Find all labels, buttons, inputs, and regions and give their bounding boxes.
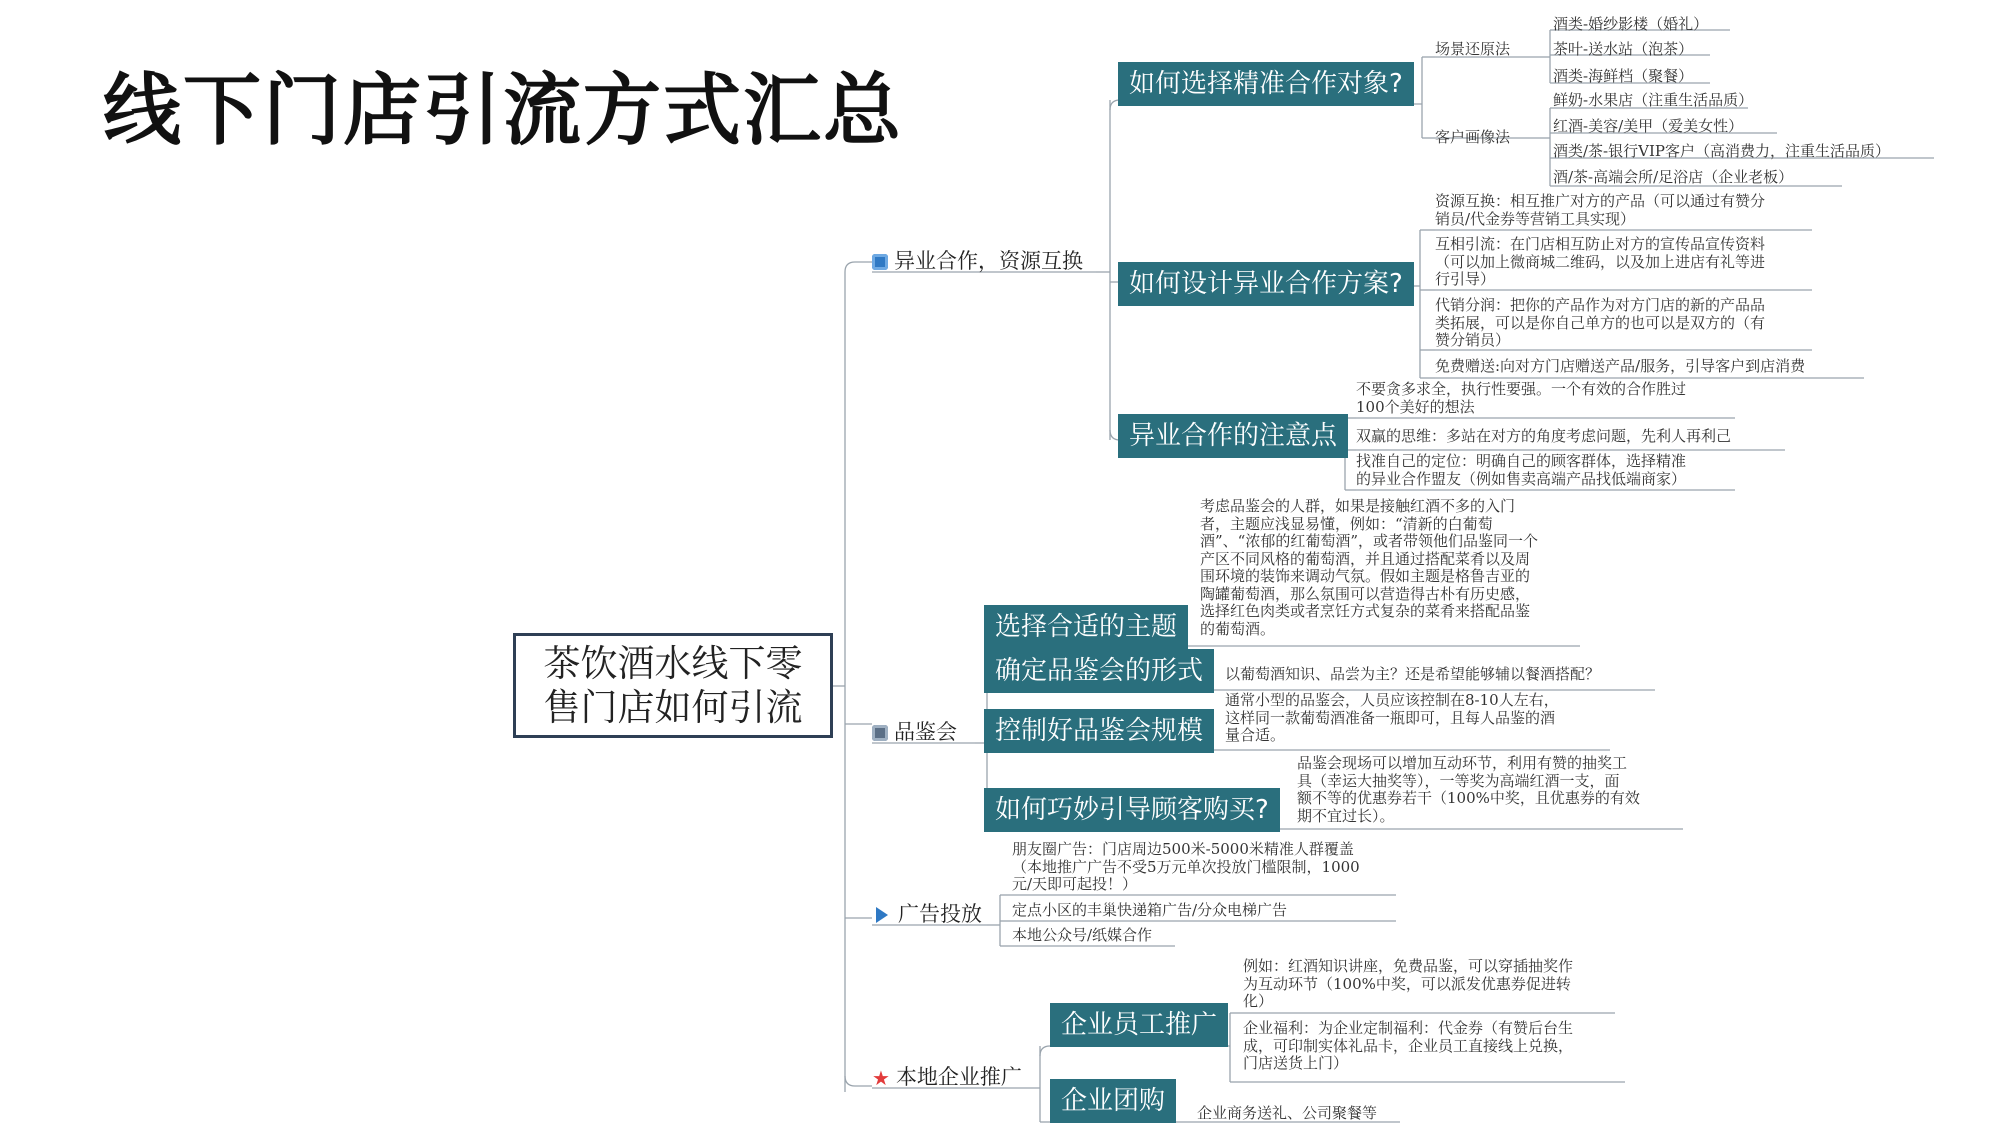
branch-pinjian <box>872 716 957 746</box>
scene-item-2: 茶叶-送水站（泡茶） <box>1553 40 1694 58</box>
text-line: 额不等的优惠券若干（100%中奖，且优惠券的有效 <box>1297 789 1640 807</box>
text-line: （可以加上微商城二维码，以及加上进店有礼等进 <box>1435 252 1766 271</box>
text-line: 围环境的装饰来调动气氛。假如主题是格鲁吉亚的 <box>1200 567 1531 585</box>
branch-yiye-label: 异业合作，资源互换 <box>894 249 1083 273</box>
topic-cooperation-notes: 异业合作的注意点 <box>1118 414 1348 458</box>
text-line: 的异业合作盟友（例如售卖高端产品找低端商家） <box>1356 469 1687 488</box>
text-line: 免费赠送:向对方门店赠送产品/服务，引导客户到店消费 <box>1435 357 1806 375</box>
text-line: 品鉴会现场可以增加互动环节，利用有赞的抽奖工 <box>1297 754 1628 772</box>
method-customer-persona: 客户画像法 <box>1435 128 1511 146</box>
text-line: 例如：红酒知识讲座，免费品鉴，可以穿插抽奖作 <box>1243 957 1574 975</box>
branch-guanggao-label: 广告投放 <box>898 902 982 926</box>
branch-yiye <box>872 245 1083 275</box>
text-line: 期不宜过长）。 <box>1297 806 1395 825</box>
scene-item-3: 酒类-海鲜档（聚餐） <box>1553 67 1694 85</box>
text-line: 选择红色肉类或者烹饪方式复杂的菜肴来搭配品鉴 <box>1200 602 1531 620</box>
branch-qiye-label: 本地企业推广 <box>895 1065 1022 1089</box>
text-line: 量合适。 <box>1225 726 1286 744</box>
text-line: 销员/代金券等营销工具实现） <box>1435 209 1636 228</box>
plan-item-consignment <box>1435 297 1765 350</box>
page-title: 线下门店引流方式汇总 <box>103 66 904 156</box>
text-line: 为互动环节（100%中奖，可以派发优惠券促进转 <box>1243 974 1571 993</box>
text-line: 通常小型的品鉴会，人员应该控制在8-10人左右， <box>1225 691 1559 709</box>
topic-group-purchase: 企业团购 <box>1050 1079 1176 1123</box>
flag-icon <box>876 907 888 923</box>
persona-item-1: 鲜奶-水果店（注重生活品质） <box>1553 91 1754 109</box>
text-line: 赞分销员） <box>1435 331 1511 349</box>
text-line: 的葡萄酒。 <box>1200 619 1276 638</box>
text-line: 以葡萄酒知识、品尝为主？还是希望能够辅以餐酒搭配？ <box>1225 665 1601 683</box>
central-topic <box>513 633 833 738</box>
text-line: 定点小区的丰巢快递箱广告/分众电梯广告 <box>1012 901 1288 919</box>
note-item-positioning <box>1356 453 1686 488</box>
employee-item-lecture <box>1243 958 1573 1011</box>
text-line: 互相引流：在门店相互防止对方的宣传品宣传资料 <box>1435 235 1766 253</box>
plan-item-mutual-traffic <box>1435 236 1765 289</box>
topic-select-partner: 如何选择精准合作对象? <box>1118 62 1414 106</box>
text-line: 行引导） <box>1435 270 1496 288</box>
text-line: 本地公众号/纸媒合作 <box>1012 926 1153 944</box>
gray-badge-icon <box>872 725 888 741</box>
text-line: 这样同一款葡萄酒准备一瓶即可，且每人品鉴的酒 <box>1225 708 1556 727</box>
scale-description <box>1225 692 1559 745</box>
group-purchase-description: 企业商务送礼、公司聚餐等 <box>1197 1104 1378 1122</box>
text-line: 门店送货上门） <box>1243 1054 1349 1072</box>
text-line: 找准自己的定位：明确自己的顾客群体，选择精准 <box>1356 452 1687 470</box>
text-line: 企业福利：为企业定制福利：代金券（有赞后台生 <box>1243 1019 1574 1037</box>
note-item-execution <box>1356 381 1686 416</box>
text-line: 不要贪多求全，执行性要强。一个有效的合作胜过 <box>1356 380 1687 398</box>
blue-badge-icon <box>872 254 888 270</box>
scene-item-1: 酒类-婚纱影楼（婚礼） <box>1553 15 1709 33</box>
ad-item-local-media <box>1012 927 1152 945</box>
topic-choose-theme: 选择合适的主题 <box>984 605 1188 649</box>
text-line: 资源互换：相互推广对方的产品（可以通过有赞分 <box>1435 192 1766 210</box>
text-line: 化） <box>1243 992 1274 1010</box>
theme-description <box>1200 498 1538 638</box>
text-line: 产区不同风格的葡萄酒，并且通过搭配菜肴以及周 <box>1200 549 1531 568</box>
method-scene-restore: 场景还原法 <box>1435 40 1511 58</box>
plan-item-resource-swap <box>1435 193 1765 228</box>
persona-item-3: 酒类/茶-银行VIP客户（高消费力，注重生活品质） <box>1553 142 1890 160</box>
text-line: 代销分润：把你的产品作为对方门店的新的产品品 <box>1435 296 1766 314</box>
text-line: 朋友圈广告：门店周边500米-5000米精准人群覆盖 <box>1012 840 1354 858</box>
persona-item-4: 酒/茶-高端会所/足浴店（企业老板） <box>1553 168 1794 186</box>
text-line: 元/天即可起投！） <box>1012 875 1138 893</box>
topic-guide-purchase: 如何巧妙引导顾客购买? <box>984 788 1280 832</box>
topic-scale: 控制好品鉴会规模 <box>984 709 1214 753</box>
topic-design-plan: 如何设计异业合作方案? <box>1118 262 1414 306</box>
text-line: 具（幸运大抽奖等），一等奖为高端红酒一支，面 <box>1297 771 1620 790</box>
ad-item-moments <box>1012 841 1360 894</box>
central-topic-line-2: 售门店如何引流 <box>543 685 803 729</box>
central-topic-line-1: 茶饮酒水线下零 <box>543 641 803 685</box>
topic-employee-promotion: 企业员工推广 <box>1050 1003 1228 1047</box>
text-line: 类拓展，可以是你自己单方的也可以是双方的（有 <box>1435 313 1766 332</box>
text-line: 者，主题应浅显易懂，例如：“清新的白葡萄 <box>1200 514 1493 533</box>
persona-item-2: 红酒-美容/美甲（爱美女性） <box>1553 117 1744 135</box>
guide-description <box>1297 755 1640 825</box>
text-line: 双赢的思维：多站在对方的角度考虑问题，先利人再利己 <box>1356 427 1732 445</box>
topic-format: 确定品鉴会的形式 <box>984 649 1214 693</box>
plan-item-free-gift <box>1435 358 1805 376</box>
text-line: 考虑品鉴会的人群，如果是接触红酒不多的入门 <box>1200 497 1516 515</box>
ad-item-express-elevator <box>1012 902 1287 920</box>
format-description <box>1225 666 1600 684</box>
branch-pinjian-label: 品鉴会 <box>894 720 957 744</box>
text-line: 100个美好的想法 <box>1356 397 1475 416</box>
branch-guanggao <box>872 898 982 928</box>
text-line: 成，可印制实体礼品卡，企业员工直接线上兑换， <box>1243 1036 1574 1055</box>
text-line: （本地推广广告不受5万元单次投放门槛限制，1000 <box>1012 857 1360 876</box>
employee-item-welfare <box>1243 1020 1573 1073</box>
text-line: 酒”、“浓郁的红葡萄酒”，或者带领他们品鉴同一个 <box>1200 532 1539 550</box>
branch-qiye <box>872 1061 1022 1091</box>
star-icon: ★ <box>872 1066 890 1090</box>
note-item-win-win <box>1356 428 1731 446</box>
text-line: 陶罐葡萄酒，那么氛围可以营造得古朴有历史感， <box>1200 584 1531 603</box>
